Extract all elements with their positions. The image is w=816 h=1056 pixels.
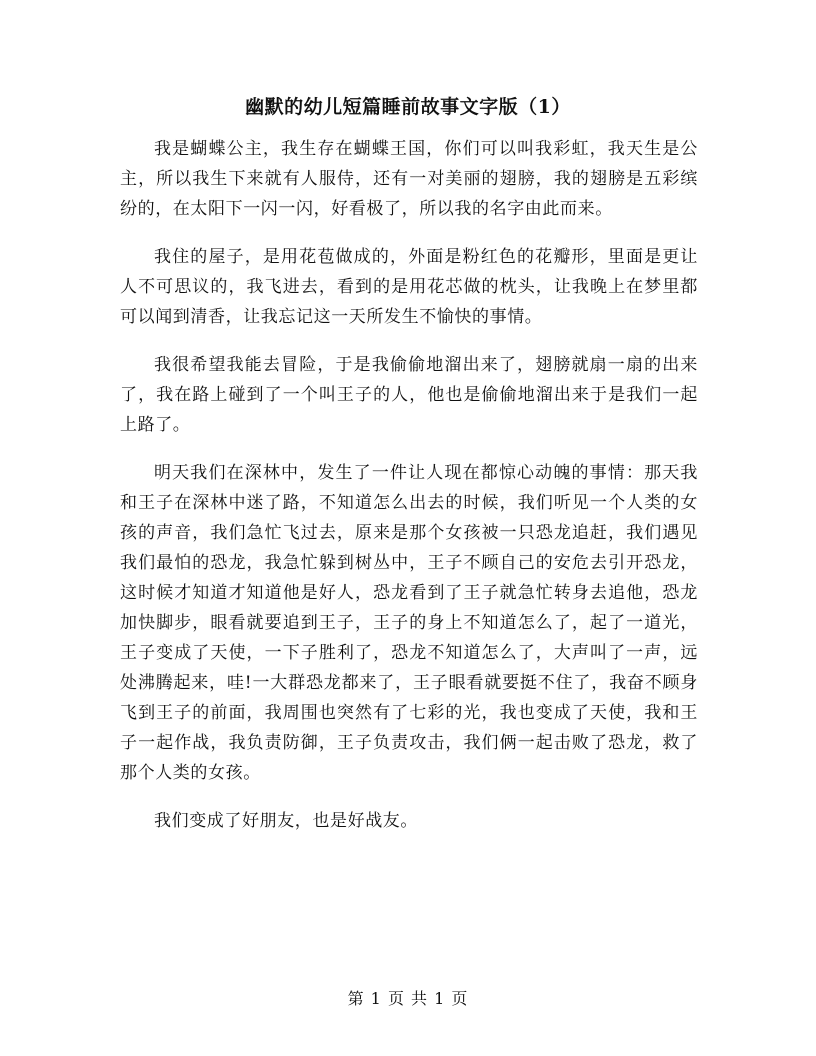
paragraph-5: 我们变成了好朋友，也是好战友。: [154, 811, 418, 831]
page-footer: 第 1 页 共 1 页: [347, 989, 469, 1008]
paragraph-1: 我是蝴蝶公主，我生存在蝴蝶王国，你们可以叫我彩虹，我天生是公主，所以我生下来就有人服侍，还有一对美丽的翅膀，我的翅膀是五彩缤纷的，在太阳下一闪一闪，好看极了，所以我的名字由此而来。: [120, 139, 698, 219]
page-title: 幽默的幼儿短篇睡前故事文字版（1）: [245, 96, 571, 118]
paragraph-4: 明天我们在深林中，发生了一件让人现在都惊心动魄的事情：那天我和王子在深林中迷了路，不知道怎么出去的时候，我们听见一个人类的女孩的声音，我们急忙飞过去，原来是那个女孩被一只恐龙追赶，我们遇见我们最怕的恐龙，我急忙躲到树丛中，王子不顾自己的安危去引开恐龙，这时候才知道才知道他是好人，恐龙看到了王子就急忙转身去追他，恐龙加快脚步，眼看就要追到王子，王子的身上不知道怎么了，起了一道光，王子变成了天使，一下子胜利了，恐龙不知道怎么了，大声叫了一声，远处沸腾起来，哇!一大群恐龙都来了，王子眼看就要挺不住了，我奋不顾身飞到王子的前面，我周围也突然有了七彩的光，我也变成了天使，我和王子一起作战，我负责防御，王子负责攻击，我们俩一起击败了恐龙，救了那个人类的女孩。: [120, 463, 698, 783]
paragraph-3: 我很希望我能去冒险，于是我偷偷地溜出来了，翅膀就扇一扇的出来了，我在路上碰到了一个叫王子的人，他也是偷偷地溜出来于是我们一起上路了。: [120, 355, 698, 435]
story-body: [120, 134, 698, 854]
paragraph-2: 我住的屋子，是用花苞做成的，外面是粉红色的花瓣形，里面是更让人不可思议的，我飞进去，看到的是用花芯做的枕头，让我晚上在梦里都可以闻到清香，让我忘记这一天所发生不愉快的事情。: [120, 247, 698, 327]
